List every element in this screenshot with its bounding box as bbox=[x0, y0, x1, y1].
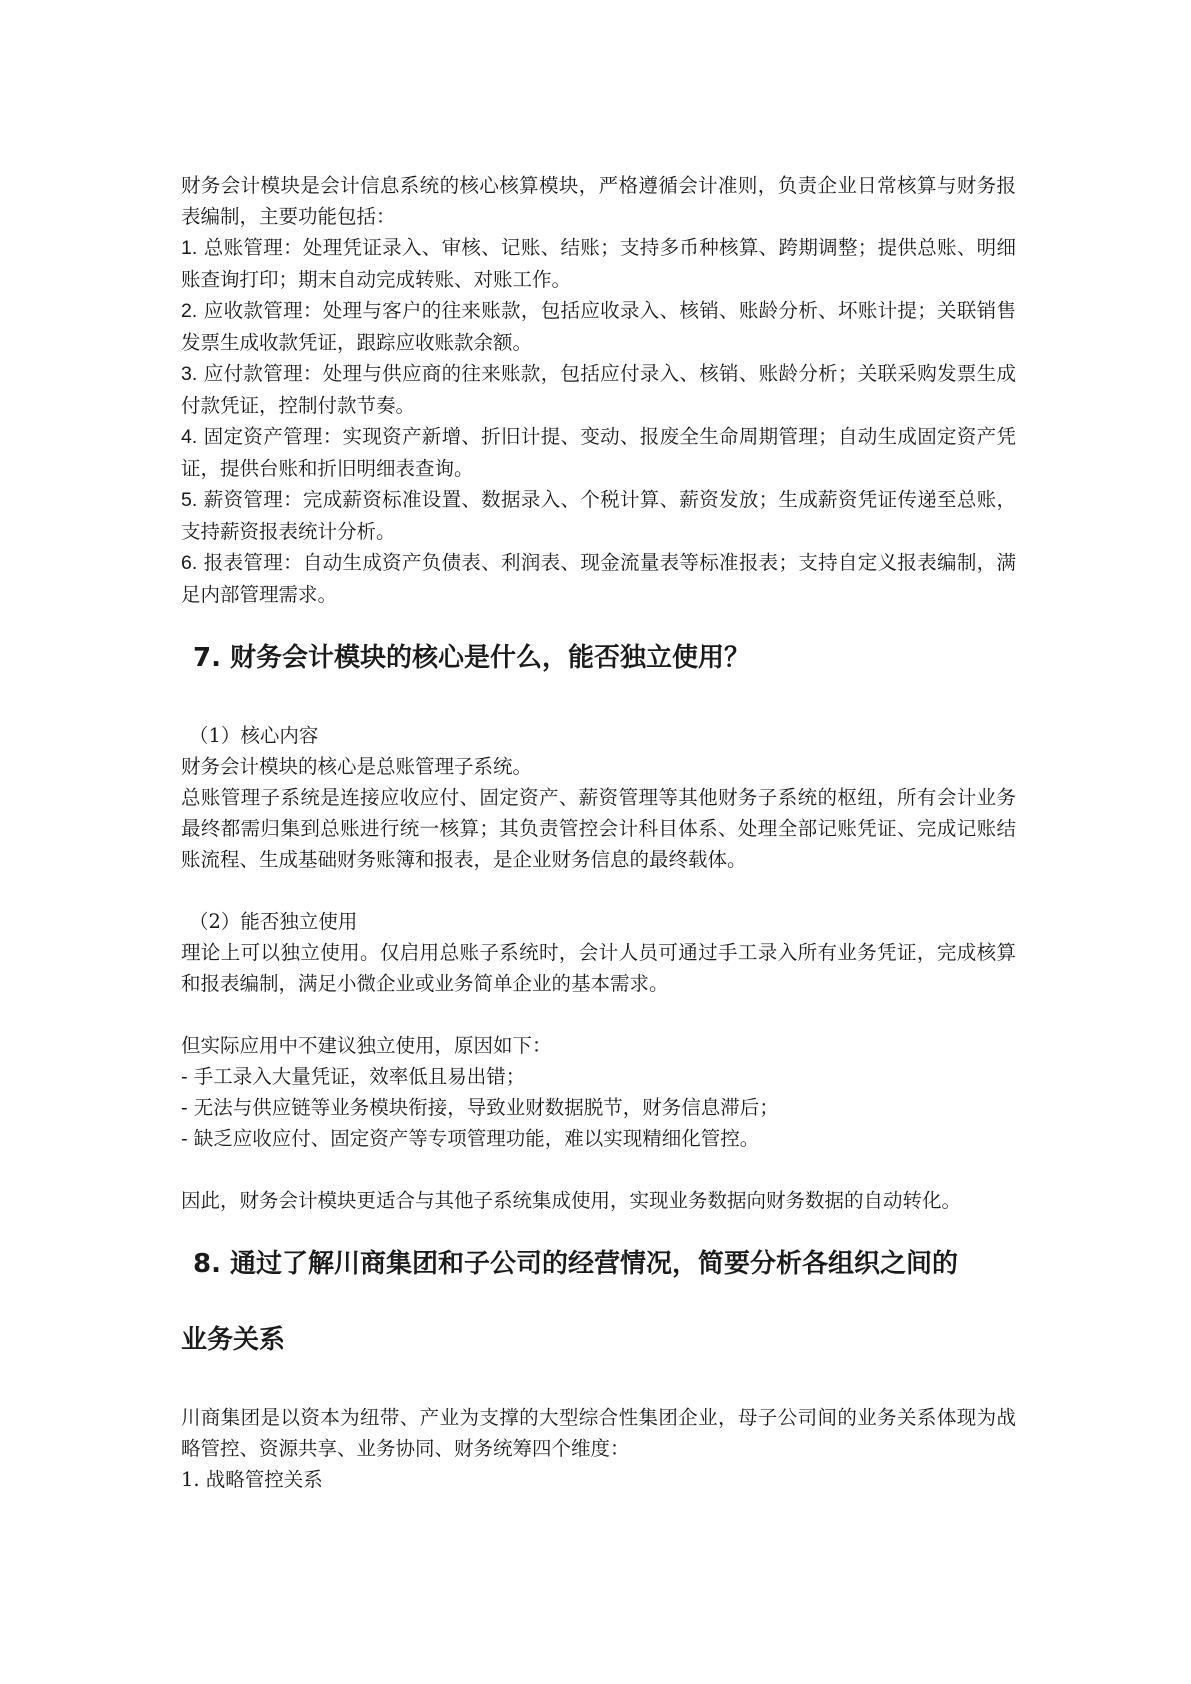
list-item bbox=[181, 547, 1016, 610]
spacer bbox=[181, 999, 1016, 1030]
item-number: 6. bbox=[181, 552, 198, 574]
spacer bbox=[181, 1154, 1016, 1185]
spacer bbox=[181, 875, 1016, 906]
item-text: 固定资产管理：实现资产新增、折旧计提、变动、报废全生命周期管理；自动生成固定资产凭证，提供台账和折旧明细表查询。 bbox=[181, 425, 1016, 480]
list-item bbox=[181, 232, 1016, 295]
list-item bbox=[181, 295, 1016, 358]
item-number: 1. bbox=[181, 237, 198, 259]
reason-item: - 无法与供应链等业务模块衔接，导致业财数据脱节，财务信息滞后； bbox=[181, 1096, 779, 1119]
item-text: 应付款管理：处理与供应商的往来账款，包括应付录入、核销、账龄分析；关联采购发票生成付款凭证，控制付款节奏。 bbox=[181, 362, 1016, 417]
conclusion-paragraph: 因此，财务会计模块更适合与其他子系统集成使用，实现业务数据向财务数据的自动转化。 bbox=[181, 1189, 962, 1212]
section7-heading: 7. 财务会计模块的核心是什么，能否独立使用？ bbox=[193, 643, 751, 673]
section8-paragraph: 川商集团是以资本为纽带、产业为支撑的大型综合性集团企业，母子公司间的业务关系体现为战略管控、资源共享、业务协同、财务统筹四个维度： bbox=[181, 1406, 1016, 1460]
independent-paragraph-1: 理论上可以独立使用。仅启用总账子系统时，会计人员可通过手工录入所有业务凭证，完成核算和报表编制，满足小微企业或业务简单企业的基本需求。 bbox=[181, 941, 1016, 995]
section8-item-1: 1. 战略管控关系 bbox=[181, 1468, 323, 1491]
item-number: 3. bbox=[181, 363, 198, 385]
list-item bbox=[181, 421, 1016, 484]
item-text: 薪资管理：完成薪资标准设置、数据录入、个税计算、薪资发放；生成薪资凭证传递至总账，支持薪资报表统计分析。 bbox=[181, 488, 1016, 543]
item-number: 5. bbox=[181, 489, 198, 511]
function-list bbox=[181, 232, 1016, 610]
list-item bbox=[181, 484, 1016, 547]
section8-heading-wrap bbox=[181, 1246, 1016, 1358]
independent-label: （2）能否独立使用 bbox=[189, 910, 358, 933]
intro-paragraph: 财务会计模块是会计信息系统的核心核算模块，严格遵循会计准则，负责企业日常核算与财务报表编制，主要功能包括： bbox=[181, 174, 1016, 228]
independent-paragraph-2: 但实际应用中不建议独立使用，原因如下： bbox=[181, 1034, 552, 1057]
reason-item: - 手工录入大量凭证，效率低且易出错； bbox=[181, 1065, 526, 1088]
document-page bbox=[181, 170, 1016, 1495]
section7-heading-wrap bbox=[181, 640, 1016, 676]
item-number: 2. bbox=[181, 300, 198, 322]
reason-item: - 缺乏应收应付、固定资产等专项管理功能，难以实现精细化管控。 bbox=[181, 1127, 760, 1150]
item-number: 4. bbox=[181, 426, 198, 448]
core-label: （1）核心内容 bbox=[189, 724, 319, 747]
core-paragraph-1: 财务会计模块的核心是总账管理子系统。 bbox=[181, 755, 533, 778]
item-text: 报表管理：自动生成资产负债表、利润表、现金流量表等标准报表；支持自定义报表编制，满足内部管理需求。 bbox=[181, 551, 1016, 606]
list-item bbox=[181, 358, 1016, 421]
item-text: 应收款管理：处理与客户的往来账款，包括应收录入、核销、账龄分析、坏账计提；关联销售发票生成收款凭证，跟踪应收账款余额。 bbox=[181, 299, 1016, 354]
core-paragraph-2: 总账管理子系统是连接应收应付、固定资产、薪资管理等其他财务子系统的枢纽，所有会计业务最终都需归集到总账进行统一核算；其负责管控会计科目体系、处理全部记账凭证、完成记账结账流程、生成基础财务账簿和报表，是企业财务信息的最终载体。 bbox=[181, 786, 1016, 871]
section8-heading-line2: 业务关系 bbox=[181, 1325, 286, 1355]
section8-heading bbox=[181, 1246, 1016, 1358]
section8-heading-line1: 8. 通过了解川商集团和子公司的经营情况，简要分析各组织之间的 bbox=[193, 1249, 959, 1279]
item-text: 总账管理：处理凭证录入、审核、记账、结账；支持多币种核算、跨期调整；提供总账、明细账查询打印；期末自动完成转账、对账工作。 bbox=[181, 236, 1016, 291]
